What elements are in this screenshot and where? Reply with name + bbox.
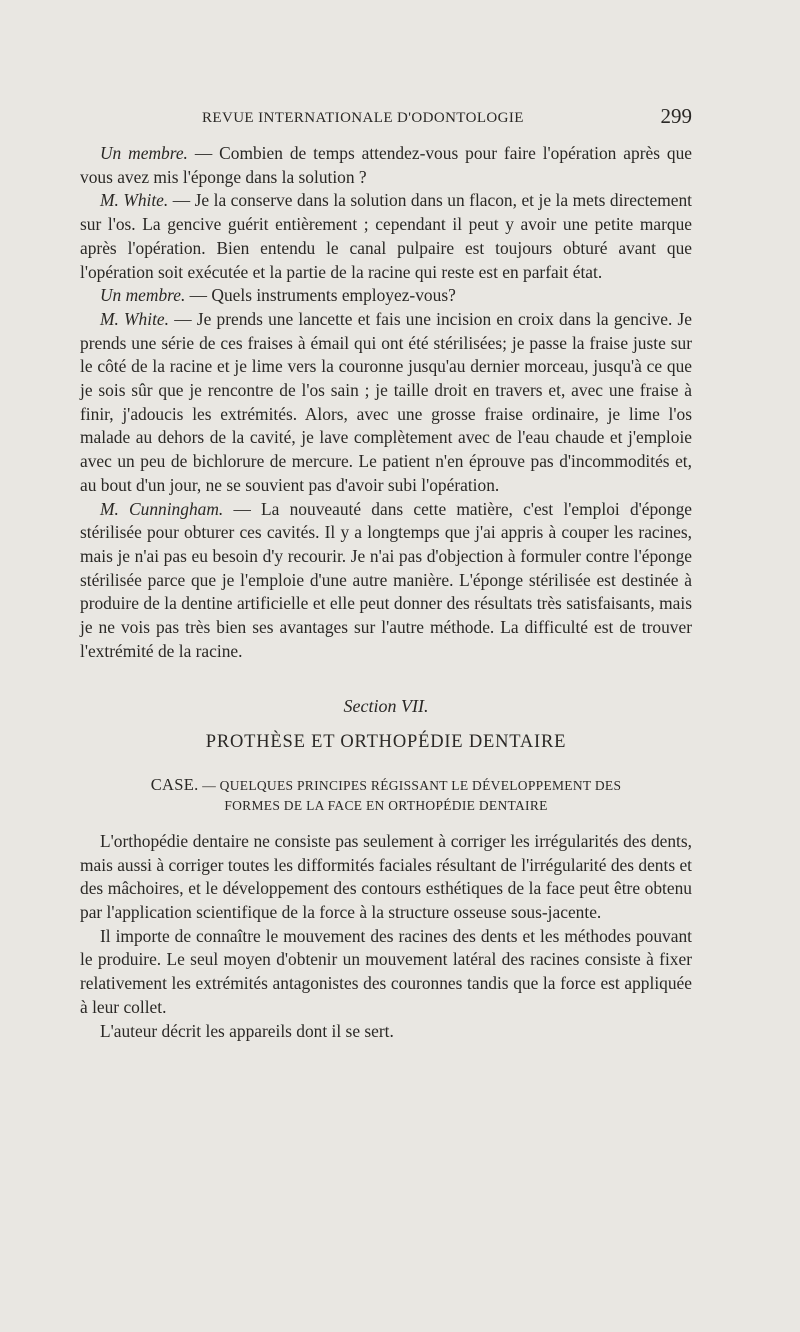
section-title: PROTHÈSE ET ORTHOPÉDIE DENTAIRE xyxy=(205,732,567,753)
speech-text: — La nouveauté dans cette matière, c'est l'emploi d'éponge stérilisée pour obturer ces cavités. Il y a longtemps que j'ai appris à couper les racines, mais je n'ai pas eu besoin d'y recourir. Je n'ai pas d'objection à formuler contre l'éponge stérilisée parce que je l'emploie d'une autre manière. L'éponge stérilisée est destinée à produire de la dentine artificielle et elle peut donner des résultats très satisfaisants, mais je ne vois pas très bien ses avantages sur l'autre méthode. La difficulté est de trouver l'extrémité de la racine. xyxy=(80,498,692,661)
page-number: 299 xyxy=(660,104,692,128)
discussion-paragraph xyxy=(80,498,692,664)
discussion-paragraph xyxy=(80,308,692,498)
article-paragraph: Il importe de connaître le mouvement des racines des dents et les méthodes pouvant le produire. Le seul moyen d'obtenir un mouvement latéral des racines consiste à fixer relativement les extrémités antagonistes des couronnes tandis que la force est appliquée à leur collet. xyxy=(80,925,692,1017)
article-title-line-1: — QUELQUES PRINCIPES RÉGISSANT LE DÉVELOPPEMENT DES xyxy=(198,777,622,793)
speaker-name: M. White. xyxy=(100,308,169,329)
discussion-paragraph xyxy=(80,284,692,308)
speech-text: — Je prends une lancette et fais une incision en croix dans la gencive. Je prends une série de ces fraises à émail qui ont été stérilisées; je passe la fraise juste sur le côté de la racine et je lime vers la couronne jusqu'au dernier morceau, jusqu'à ce que je sois sûr que je rencontre de l'os sain ; je taille droit en travers et, avec une fraise à finir, j'adoucis les extrémités. Alors, avec une grosse fraise ordinaire, je lime l'os malade au dehors de la cavité, je lave complètement avec de l'eau chaude et j'emploie avec un peu de bichlorure de mercure. Le patient n'en éprouve pas d'incommodités et, au bout d'un jour, ne se souvient pas d'avoir subi l'opération. xyxy=(80,308,692,495)
speech-text: — Combien de temps attendez-vous pour faire l'opération après que vous avez mis l'éponge dans la solution ? xyxy=(80,143,693,187)
discussion-paragraph xyxy=(80,142,692,189)
speaker-name: Un membre. xyxy=(100,285,186,306)
running-title: REVUE INTERNATIONALE D'ODONTOLOGIE xyxy=(202,110,524,126)
speech-text: — Quels instruments employez-vous? xyxy=(185,285,456,306)
speaker-name: Un membre. xyxy=(100,143,188,163)
article-title-line-2: FORMES DE LA FACE EN ORTHOPÉDIE DENTAIRE xyxy=(224,797,548,813)
discussion-paragraph xyxy=(80,189,692,284)
speech-text: — Je la conserve dans la solution dans un flacon, et je la mets directement sur l'os. La gencive guérit entièrement ; cependant il peut y avoir une petite marque après l'opération. Bien entendu le canal pulpaire est toujours obturé avant que l'opération soit exécutée et la partie de la racine qui reste est en parfait état. xyxy=(80,190,693,282)
article-paragraph: L'orthopédie dentaire ne consiste pas seulement à corriger les irrégularités des dents, mais aussi à corriger toutes les difformités faciales résultant de l'irrégularité des dents et des mâchoires, et le développement des contours esthétiques de la face peut être obtenu par l'application scientifique de la force à la structure osseuse sous-jacente. xyxy=(80,830,692,922)
page-body xyxy=(80,142,692,1043)
article-paragraph: L'auteur décrit les appareils dont il se sert. xyxy=(100,1020,394,1041)
article-heading xyxy=(80,775,692,816)
section-label: Section VII. xyxy=(343,696,429,717)
speaker-name: M. Cunningham. xyxy=(100,498,224,519)
article-author: CASE. xyxy=(150,774,199,794)
running-header xyxy=(80,104,692,134)
speaker-name: M. White. xyxy=(100,190,169,211)
